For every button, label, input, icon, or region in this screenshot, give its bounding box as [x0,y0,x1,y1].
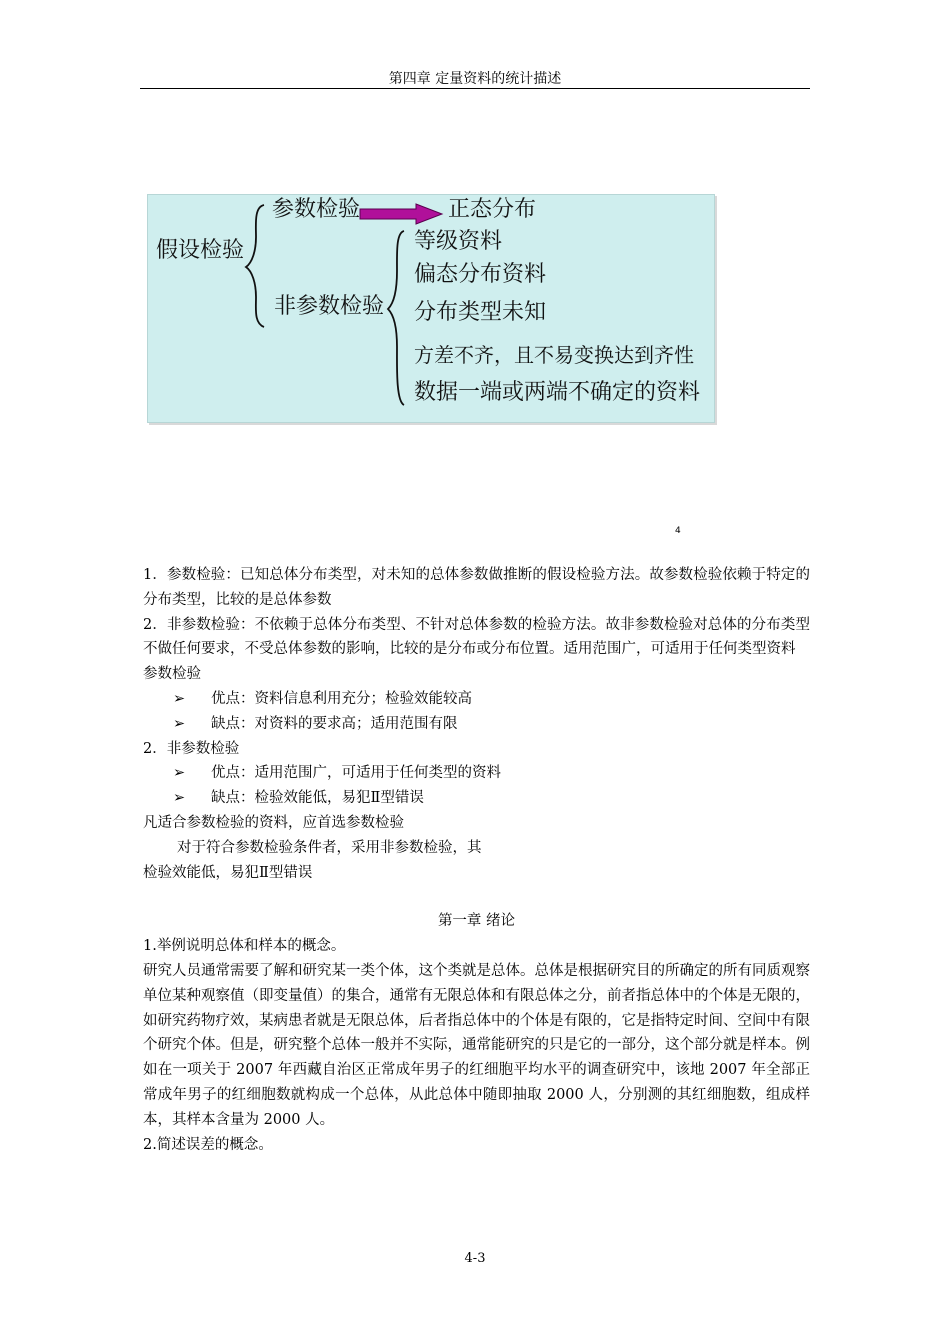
bullet-text: 优点：资料信息利用充分；检验效能较高 [211,690,472,707]
diagram-nonparam-item: 偏态分布资料 [414,262,547,287]
bullet-text: 缺点：对资料的要求高；适用范围有限 [211,715,458,732]
paragraph: 1．参数检验：已知总体分布类型，对未知的总体参数做推断的假设检验方法。故参数检验依赖于特定的分布类型，比较的是总体参数 [143,567,810,608]
bullet-arrow-icon: ➢ [173,790,186,807]
nonparam-brace [388,231,404,405]
paragraph: 2．非参数检验：不依赖于总体分布类型、不针对总体参数的检验方法。故非参数检验对总体的分布类型不做任何要求，不受总体参数的影响，比较的是分布或分布位置。适用范围广，可适用于任何类型资料 [143,616,810,658]
chapter-title: 第一章 绪论 [437,913,516,930]
bullet-item [143,687,810,712]
answer-paragraph: 研究人员通常需要了解和研究某一类个体，这个类就是总体。总体是根据研究目的所确定的所有同质观察单位某种观察值（即变量值）的集合，通常有无限总体和有限总体之分，前者指总体中的个体是无限的，如研究药物疗效，某病患者就是无限总体，后者指总体中的个体是有限的，它是指特定时间、空间中有限个研究个体。但是，研究整个总体一般并不实际，通常能研究的只是它的一部分，这个部分就是样本。例如在一项关于 2007 年西藏自治区正常成年男子的红细胞平均水平的调查研究中，该地 2007 年全部正常成年男子的红细胞数就构成一个总体，从此总体中随即抽取 2000 人，分别测的其红细胞数，组成样本，其样本含量为 2000 人。 [143,962,810,1128]
subheading: 2．非参数检验 [143,740,240,757]
hypothesis-test-diagram [147,194,715,423]
diagram-nonparam-item: 方差不齐，且不易变换达到齐性 [414,343,694,367]
header-rule [140,88,810,89]
bullet-item [143,761,810,786]
diagram-nonparam-item: 等级资料 [414,229,503,254]
root-brace [246,205,264,327]
body-text [143,563,810,1157]
diagram-param-target: 正态分布 [448,197,537,222]
question: 1.举例说明总体和样本的概念。 [143,938,346,955]
paragraph: 检验效能低，易犯Ⅱ型错误 [143,864,313,881]
page-number: 4-3 [464,1251,486,1266]
paragraph: 对于符合参数检验条件者，采用非参数检验，其 [177,839,482,856]
diagram-param-label: 参数检验 [272,197,361,222]
question: 2.简述误差的概念。 [143,1136,273,1153]
diagram-nonparam-item: 数据一端或两端不确定的资料 [414,380,701,405]
page-header-title: 第四章 定量资料的统计描述 [388,71,562,87]
diagram-nonparam-item: 分布类型未知 [414,300,547,325]
bullet-arrow-icon: ➢ [173,715,186,732]
arrow-icon [360,204,442,224]
diagram-root-label: 假设检验 [156,238,245,263]
slide-number: 4 [675,526,681,536]
subheading: 参数检验 [143,666,201,683]
bullet-arrow-icon: ➢ [173,690,186,707]
diagram-nonparam-label: 非参数检验 [274,294,385,319]
bullet-item [143,786,810,811]
bullet-text: 优点：适用范围广，可适用于任何类型的资料 [211,765,501,782]
bullet-item [143,712,810,737]
bullet-text: 缺点：检验效能低，易犯Ⅱ型错误 [211,790,424,807]
bullet-arrow-icon: ➢ [173,765,186,782]
paragraph: 凡适合参数检验的资料，应首选参数检验 [143,814,404,831]
